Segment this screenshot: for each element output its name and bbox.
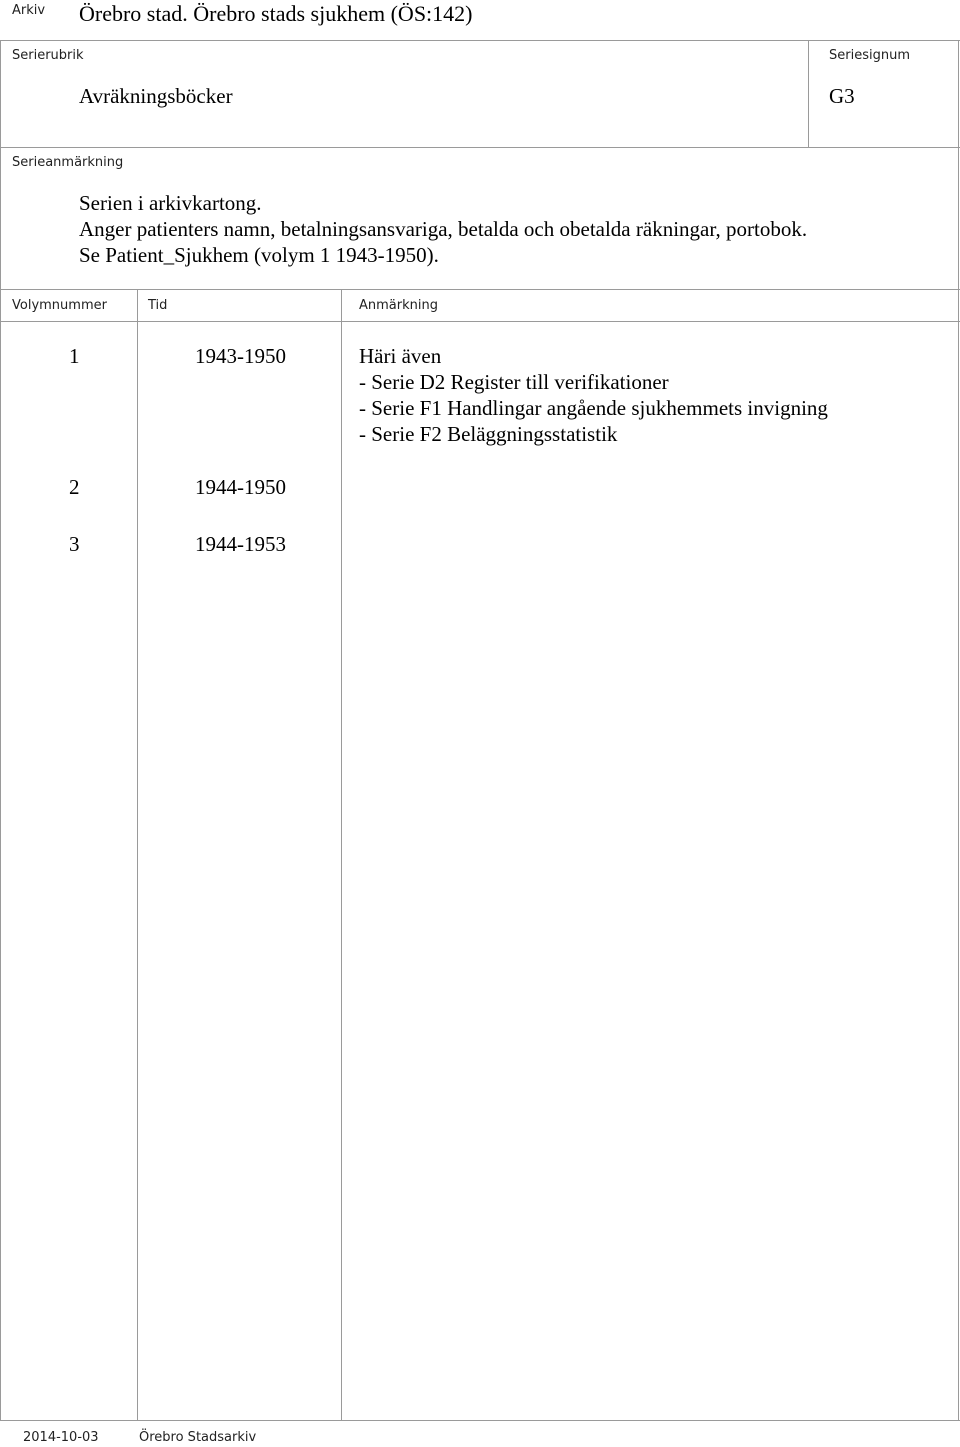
volume-time: 1944-1950	[195, 475, 286, 499]
series-remark-label: Serieanmärkning	[12, 155, 124, 170]
column-header-note: Anmärkning	[359, 298, 438, 313]
volume-number: 3	[69, 532, 80, 556]
series-rubric-value: Avräkningsböcker	[79, 84, 233, 108]
volume-time: 1944-1953	[195, 532, 286, 556]
volume-number: 1	[69, 344, 80, 368]
footer-date: 2014-10-03	[23, 1430, 99, 1445]
rule-left	[0, 40, 1, 1421]
volume-time: 1943-1950	[195, 344, 286, 368]
rule-bottom	[0, 1420, 960, 1421]
rule-top	[0, 40, 960, 41]
series-signum-label: Seriesignum	[829, 48, 910, 63]
page-title: Örebro stad. Örebro stads sjukhem (ÖS:142)	[79, 1, 473, 26]
series-remark-line: Se Patient_Sjukhem (volym 1 1943-1950).	[79, 243, 439, 267]
rule-under-table-header	[0, 321, 960, 322]
volume-note-line: - Serie D2 Register till verifikationer	[359, 370, 669, 394]
column-header-volume: Volymnummer	[12, 298, 107, 313]
rule-series-divider	[808, 40, 809, 147]
series-rubric-label: Serierubrik	[12, 48, 84, 63]
rule-right	[958, 40, 959, 1421]
volume-note-line: - Serie F1 Handlingar angående sjukhemmets invigning	[359, 396, 828, 420]
rule-under-series	[0, 147, 960, 148]
series-remark-line: Anger patienters namn, betalningsansvariga, betalda och obetalda räkningar, portobok.	[79, 217, 808, 241]
footer-organization: Örebro Stadsarkiv	[139, 1430, 257, 1445]
series-remark-line: Serien i arkivkartong.	[79, 191, 262, 215]
rule-col-time-note	[341, 289, 342, 1420]
rule-col-volume-time	[137, 289, 138, 1420]
column-header-time: Tid	[148, 298, 168, 313]
archive-label: Arkiv	[12, 3, 46, 18]
rule-under-remark	[0, 289, 960, 290]
series-signum-value: G3	[829, 84, 855, 108]
volume-note-line: - Serie F2 Beläggningsstatistik	[359, 422, 618, 446]
volume-number: 2	[69, 475, 80, 499]
volume-note-line: Häri även	[359, 344, 442, 368]
